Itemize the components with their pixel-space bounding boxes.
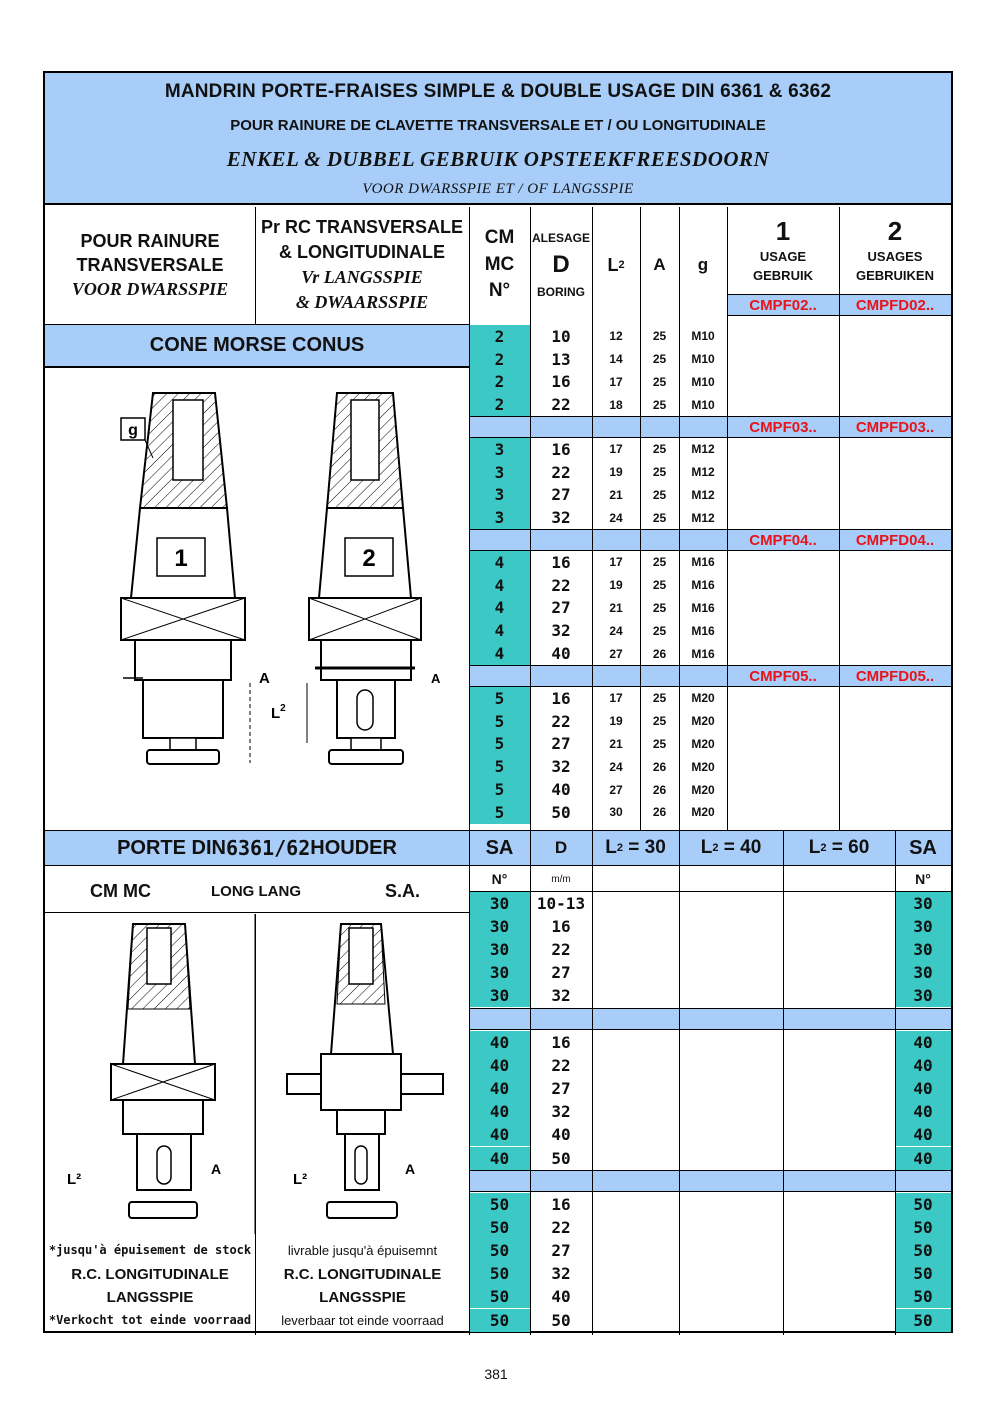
cell-l2: 17 — [609, 691, 623, 706]
grid-hline — [45, 367, 469, 368]
col-head-l2-text: L — [607, 254, 619, 275]
porte-no: N° — [491, 871, 508, 887]
porte-sub-long: LONG LANG — [211, 883, 301, 900]
code-usage-1: CMPF05.. — [749, 667, 817, 685]
cell-g: M12 — [691, 487, 715, 502]
cell-d: 22 — [551, 462, 571, 482]
cell-sa: 50 — [469, 1262, 530, 1285]
cell-d: 40 — [551, 1287, 571, 1307]
catalog-sheet — [43, 71, 953, 1333]
cell-sa-right: 30 — [895, 961, 951, 984]
cell-sa: 30 — [469, 892, 530, 915]
cell-a: 25 — [652, 352, 667, 367]
cell-g: M20 — [691, 759, 715, 774]
cell-l2: 19 — [609, 714, 623, 729]
cell-g: M10 — [691, 352, 715, 367]
cell-g: M16 — [691, 578, 715, 593]
cell-a: 25 — [652, 691, 667, 706]
col-head-gebruiken: GEBRUIKEN — [855, 268, 934, 284]
cell-sa: 50 — [469, 1239, 530, 1262]
cell-d: 27 — [551, 485, 571, 505]
cell-d: 27 — [551, 598, 571, 618]
cell-g: M16 — [691, 623, 715, 638]
col-head-cm-2: MC — [484, 253, 515, 275]
cell-a: 26 — [652, 805, 667, 820]
cell-cm: 3 — [469, 484, 530, 507]
cell-cm: 5 — [469, 755, 530, 778]
cell-sa-right: 50 — [895, 1262, 951, 1285]
col-head-alesage-d: D — [552, 251, 570, 278]
cell-d: 32 — [551, 986, 571, 1006]
cell-d: 10-13 — [536, 894, 586, 914]
cell-d: 22 — [551, 575, 571, 595]
cell-cm: 3 — [469, 438, 530, 461]
grid-vline — [530, 207, 531, 830]
cell-d: 16 — [551, 688, 571, 708]
cell-a: 25 — [652, 555, 667, 570]
cell-g: M20 — [691, 782, 715, 797]
code-usage-2: CMPFD04.. — [855, 531, 935, 549]
cell-d: 16 — [551, 1195, 571, 1215]
grid-vline — [783, 830, 784, 1335]
cell-sa-right: 40 — [895, 1077, 951, 1100]
separator-band — [469, 1008, 951, 1030]
section-porte — [45, 830, 469, 866]
holder-1-drawing — [121, 393, 286, 764]
cell-d: 16 — [551, 1033, 571, 1053]
header-subtitle-nl: VOOR DWARSSPIE ET / OF LANGSSPIE — [362, 181, 634, 197]
header-subtitle: POUR RAINURE DE CLAVETTE TRANSVERSALE ET / OU LONGITUDINALE — [230, 117, 766, 134]
col-head-alesage-1: ALESAGE — [531, 231, 590, 245]
cell-sa: 40 — [469, 1077, 530, 1100]
col-head-rc-1: Pr RC TRANSVERSALE — [260, 216, 464, 237]
cell-d: 32 — [551, 1102, 571, 1122]
cell-d: 22 — [551, 711, 571, 731]
porte-a-label-a: A — [211, 1161, 222, 1177]
col-head-l2 — [592, 207, 640, 323]
porte-holder-sa — [287, 924, 443, 1218]
cell-d: 32 — [551, 508, 571, 528]
cell-a: 26 — [652, 646, 667, 661]
cell-d: 32 — [551, 621, 571, 641]
cell-a: 25 — [652, 714, 667, 729]
cell-l2: 17 — [609, 442, 623, 457]
cell-g: M10 — [691, 397, 715, 412]
cell-d: 13 — [551, 349, 571, 369]
cell-sa-right: 50 — [895, 1309, 951, 1332]
porte-sub-sa: S.A. — [385, 881, 421, 901]
cell-l2: 30 — [609, 805, 623, 820]
cell-g: M20 — [691, 691, 715, 706]
cell-sa-right: 40 — [895, 1100, 951, 1123]
cell-g: M12 — [691, 442, 715, 457]
porte-no2: N° — [915, 871, 931, 887]
holder-1-number: 1 — [174, 545, 188, 572]
cell-g: M16 — [691, 646, 715, 661]
porte-subheader — [45, 867, 469, 913]
grid-vline — [255, 207, 256, 325]
col-head-transversale-text: TRANSVERSALE — [76, 254, 224, 275]
cell-l2: 14 — [609, 352, 623, 367]
cell-cm: 4 — [469, 574, 530, 597]
cell-cm: 5 — [469, 801, 530, 824]
porte-head-sa2: SA — [909, 836, 937, 859]
porte-label-din: 6361/62 — [225, 836, 311, 860]
cell-d: 40 — [551, 780, 571, 800]
cell-sa: 50 — [469, 1216, 530, 1239]
col-head-a: A — [653, 255, 666, 274]
note-right-c: LANGSSPIE — [319, 1289, 406, 1306]
grid-vline — [679, 830, 680, 1335]
note-right-a: livrable jusqu'à épuisemnt — [287, 1243, 438, 1258]
header-title: MANDRIN PORTE-FRAISES SIMPLE & DOUBLE USAGE DIN 6361 & 6362 — [164, 81, 832, 102]
sheet-header — [45, 73, 951, 205]
cell-a: 25 — [652, 397, 667, 412]
cell-g: M20 — [691, 736, 715, 751]
cell-d: 22 — [551, 1218, 571, 1238]
note-left-d: *Verkocht tot einde voorraad — [48, 1313, 252, 1327]
cell-a: 25 — [652, 510, 667, 525]
cell-l2: 24 — [609, 759, 623, 774]
g-label: g — [128, 422, 138, 439]
cell-g: M16 — [691, 555, 715, 570]
cell-sa-right: 50 — [895, 1193, 951, 1216]
col-head-usage-2-num: 2 — [887, 215, 903, 246]
cell-d: 27 — [551, 963, 571, 983]
cell-a: 25 — [652, 329, 667, 344]
grid-vline — [895, 830, 896, 1335]
cell-sa-right: 30 — [895, 915, 951, 938]
cell-cm: 2 — [469, 348, 530, 371]
cell-l2: 17 — [609, 374, 623, 389]
code-usage-1: CMPF04.. — [749, 531, 817, 549]
cell-d: 16 — [551, 372, 571, 392]
note-left-b: R.C. LONGITUDINALE — [71, 1266, 229, 1283]
cell-sa-right: 40 — [895, 1123, 951, 1146]
porte-l2-label-a: L² — [67, 1171, 82, 1188]
cell-a: 25 — [652, 600, 667, 615]
cell-cm: 5 — [469, 687, 530, 710]
porte-head-l30-val: = 30 — [628, 837, 666, 858]
porte-l2-label-b: L² — [293, 1171, 308, 1188]
cell-sa-right: 50 — [895, 1239, 951, 1262]
cell-d: 22 — [551, 395, 571, 415]
col-head-transversale — [45, 207, 255, 323]
porte-head-sa: SA — [485, 836, 514, 859]
porte-head-l40-sup: 2 — [712, 842, 719, 854]
header-title-nl: ENKEL & DUBBEL GEBRUIK OPSTEEKFREESDOORN — [226, 147, 770, 171]
code-usage-2: CMPFD02.. — [855, 296, 935, 314]
cone-morse-drawing — [45, 368, 469, 828]
cell-a: 25 — [652, 623, 667, 638]
porte-mm: m/m — [551, 873, 571, 885]
cell-l2: 19 — [609, 465, 623, 480]
cell-cm: 5 — [469, 710, 530, 733]
cell-d: 16 — [551, 439, 571, 459]
col-head-usages: USAGES — [867, 249, 923, 265]
cell-cm: 4 — [469, 642, 530, 665]
cell-g: M12 — [691, 510, 715, 525]
grid-vline — [255, 914, 256, 1335]
note-left-a: *jusqu'à épuisement de stock — [48, 1243, 252, 1257]
porte-head-l40 — [679, 830, 783, 866]
col-head-rc-3: Vr LANGSSPIE — [301, 267, 423, 287]
cell-l2: 19 — [609, 578, 623, 593]
holder-2-number: 2 — [362, 545, 376, 572]
porte-head-l60-val: = 60 — [831, 837, 870, 858]
grid-vline — [727, 207, 728, 830]
cell-d: 27 — [551, 1241, 571, 1261]
cell-sa-right: 50 — [895, 1216, 951, 1239]
porte-head-l30 — [592, 830, 679, 866]
cell-cm: 4 — [469, 551, 530, 574]
porte-holder-long — [67, 924, 221, 1218]
cell-sa-right: 30 — [895, 892, 951, 915]
cell-d: 10 — [551, 326, 571, 346]
cell-sa: 30 — [469, 961, 530, 984]
cell-sa: 40 — [469, 1123, 530, 1146]
cell-g: M20 — [691, 714, 715, 729]
cell-l2: 18 — [609, 397, 623, 412]
drawing-a-label-1: A — [259, 670, 270, 687]
porte-label-a: PORTE DIN — [117, 836, 226, 859]
cell-a: 25 — [652, 465, 667, 480]
code-usage-2: CMPFD03.. — [855, 418, 935, 436]
grid-vline — [640, 207, 641, 830]
code-usage-1: CMPF02.. — [749, 296, 817, 314]
cell-sa: 40 — [469, 1054, 530, 1077]
note-left-c: LANGSSPIE — [106, 1289, 194, 1306]
grid-hline — [45, 324, 469, 325]
cell-d: 22 — [551, 1056, 571, 1076]
col-head-cm-3: N° — [488, 280, 511, 302]
col-head-g: g — [697, 255, 709, 274]
cell-d: 27 — [551, 734, 571, 754]
section-cone-morse: CONE MORSE CONUS — [45, 325, 469, 367]
grid-vline — [530, 830, 531, 1335]
grid-vline — [679, 207, 680, 830]
cell-d: 22 — [551, 940, 571, 960]
cell-g: M20 — [691, 805, 715, 820]
cell-cm: 2 — [469, 393, 530, 416]
col-head-usage: USAGE — [759, 249, 807, 265]
porte-head-l60 — [783, 830, 895, 866]
drawing-l2-label-1: $L^2$ — [271, 703, 286, 722]
cell-sa: 40 — [469, 1031, 530, 1054]
col-head-alesage — [530, 207, 592, 323]
porte-head-l40-l: L — [700, 837, 713, 858]
cell-sa-right: 50 — [895, 1285, 951, 1308]
cell-l2: 27 — [609, 782, 623, 797]
col-head-dwarsspie: VOOR DWARSSPIE — [71, 279, 229, 300]
cell-d: 40 — [551, 1125, 571, 1145]
cell-l2: 21 — [609, 736, 623, 751]
cell-cm: 3 — [469, 506, 530, 529]
cell-a: 25 — [652, 578, 667, 593]
cell-g: M12 — [691, 465, 715, 480]
grid-hline — [469, 891, 951, 892]
drawing-a-label-2: A — [431, 671, 441, 686]
porte-head-l60-sup: 2 — [820, 842, 827, 854]
cell-d: 50 — [551, 802, 571, 822]
cell-sa: 50 — [469, 1309, 530, 1332]
cell-a: 26 — [652, 759, 667, 774]
col-head-cm — [469, 207, 530, 323]
cell-d: 50 — [551, 1310, 571, 1330]
cell-sa-right: 40 — [895, 1147, 951, 1170]
porte-sub-cm: CM MC — [90, 881, 151, 901]
cell-sa: 30 — [469, 984, 530, 1007]
cell-a: 25 — [652, 374, 667, 389]
col-head-boring: BORING — [537, 285, 585, 299]
cell-g: M10 — [691, 329, 715, 344]
grid-vline — [592, 830, 593, 1335]
cell-a: 25 — [652, 442, 667, 457]
cell-g: M10 — [691, 374, 715, 389]
cell-sa-right: 30 — [895, 938, 951, 961]
cell-sa: 40 — [469, 1147, 530, 1170]
note-right-d: leverbaar tot einde voorraad — [281, 1313, 444, 1328]
col-head-usage-1-num: 1 — [775, 215, 791, 246]
cell-cm: 4 — [469, 619, 530, 642]
cell-cm: 5 — [469, 778, 530, 801]
page-number: 381 — [484, 1366, 508, 1382]
cell-l2: 17 — [609, 555, 623, 570]
drawing-porte — [45, 914, 469, 1234]
cell-a: 25 — [652, 487, 667, 502]
cell-sa-right: 40 — [895, 1054, 951, 1077]
cell-sa-right: 40 — [895, 1031, 951, 1054]
col-head-gebruik: GEBRUIK — [753, 268, 813, 284]
cell-d: 50 — [551, 1148, 571, 1168]
cell-cm: 3 — [469, 461, 530, 484]
col-head-rc-2: & LONGITUDINALE — [279, 241, 445, 262]
cell-d: 16 — [551, 552, 571, 572]
cell-cm: 5 — [469, 733, 530, 756]
cell-sa: 50 — [469, 1285, 530, 1308]
note-right-b: R.C. LONGITUDINALE — [283, 1266, 442, 1283]
cell-d: 40 — [551, 644, 571, 664]
col-head-usage-1 — [727, 207, 839, 293]
cell-sa: 40 — [469, 1100, 530, 1123]
porte-head-l60-l: L — [808, 837, 821, 858]
code-usage-2: CMPFD05.. — [855, 667, 935, 685]
cell-d: 32 — [551, 1264, 571, 1284]
code-usage-1: CMPF03.. — [749, 418, 817, 436]
holder-2-drawing — [307, 393, 441, 764]
cell-g: M16 — [691, 600, 715, 615]
porte-drawing — [45, 914, 469, 1234]
col-head-usage-2 — [839, 207, 951, 293]
porte-head-l30-sup: 2 — [616, 842, 623, 854]
cell-l2: 24 — [609, 623, 623, 638]
cell-l2: 21 — [609, 487, 623, 502]
cell-l2: 21 — [609, 600, 623, 615]
porte-label-c: HOUDER — [310, 836, 397, 859]
cell-l2: 24 — [609, 510, 623, 525]
cell-d: 32 — [551, 757, 571, 777]
cell-cm: 4 — [469, 597, 530, 620]
col-head-cm-1: CM — [484, 227, 515, 249]
grid-vline — [839, 207, 840, 830]
col-head-l2-sup: 2 — [618, 259, 625, 271]
porte-head-l40-val: = 40 — [723, 837, 762, 858]
cell-sa-right: 30 — [895, 984, 951, 1007]
cell-sa: 50 — [469, 1193, 530, 1216]
cell-cm: 2 — [469, 371, 530, 394]
cell-cm: 2 — [469, 325, 530, 348]
porte-a-label-b: A — [405, 1161, 416, 1177]
porte-head-d: D — [554, 838, 568, 857]
col-head-pour: POUR RAINURE — [80, 230, 220, 251]
col-head-rc — [255, 207, 469, 323]
cell-sa: 30 — [469, 938, 530, 961]
drawing-cone-morse — [45, 368, 469, 828]
grid-vline — [592, 207, 593, 830]
grid-vline — [469, 207, 470, 1335]
porte-head-l30-l: L — [605, 837, 617, 858]
cell-a: 26 — [652, 782, 667, 797]
cell-l2: 27 — [609, 646, 623, 661]
cell-a: 25 — [652, 736, 667, 751]
col-head-rc-4: & DWAARSSPIE — [295, 292, 429, 313]
cell-l2: 12 — [609, 329, 623, 344]
cell-d: 27 — [551, 1079, 571, 1099]
cell-sa: 30 — [469, 915, 530, 938]
cell-d: 16 — [551, 917, 571, 937]
separator-band — [469, 1170, 951, 1192]
